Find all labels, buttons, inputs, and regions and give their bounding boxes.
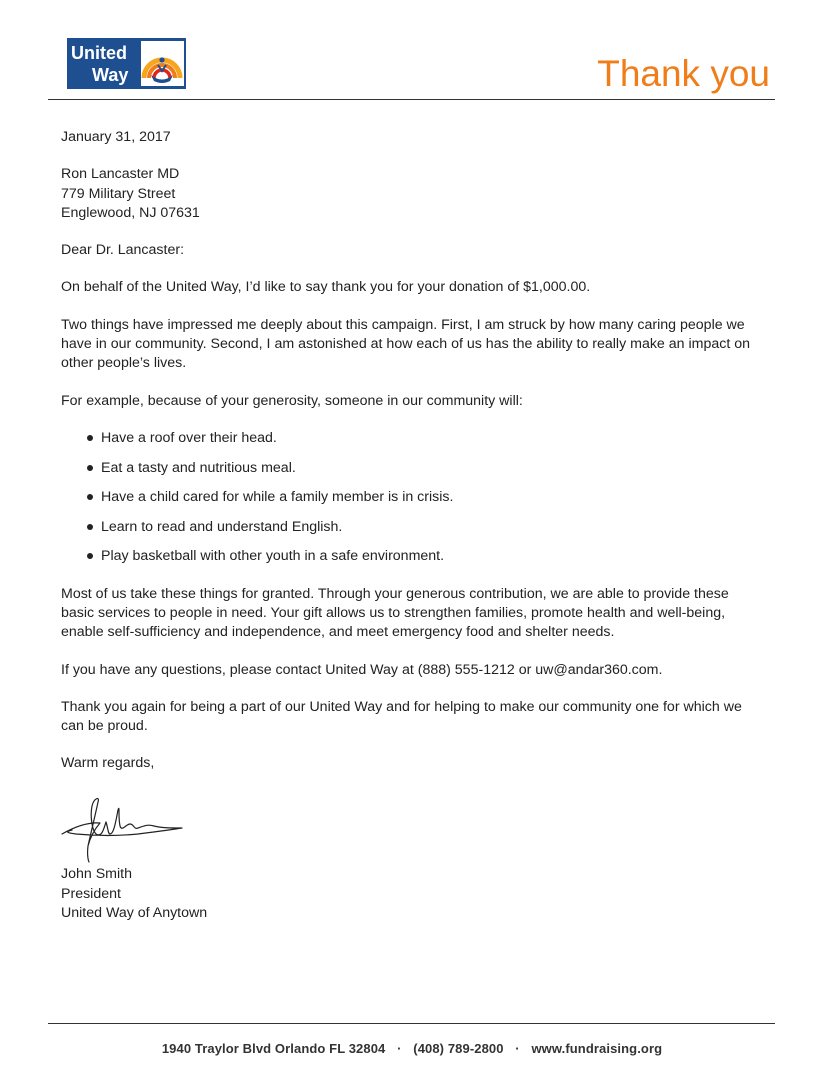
letter-body [61,128,761,792]
bullet-icon [87,435,93,441]
letter-date: January 31, 2017 [61,129,171,145]
list-item-text: Learn to read and understand English. [101,518,343,535]
signer-title: President [61,885,121,902]
list-item-text: Have a roof over their head. [101,429,277,446]
logo-text-line-2: Way [92,65,129,85]
signer-block [61,865,207,924]
paragraph: Two things have impressed me deeply about this campaign. First, I am struck by how many caring people we have in our community. Second, I am astonished at how each of us has the ability to really make an impact on other people’s lives. [61,316,750,372]
impact-list [61,429,761,567]
recipient-street: 779 Military Street [61,185,176,202]
paragraph: On behalf of the United Way, I’d like to say thank you for your donation of $1,000.00. [61,279,591,296]
list-item-text: Play basketball with other youth in a safe environment. [101,548,445,565]
page-title: Thank you [597,53,770,94]
footer-address: 1940 Traylor Blvd Orlando FL 32804 [161,1041,386,1056]
list-item [83,518,761,537]
list-item-text: Have a child cared for while a family member is in crisis. [101,489,454,506]
signer-name: John Smith [61,866,132,882]
list-item [83,488,761,507]
bullet-icon [87,524,93,530]
signature-image [58,790,188,866]
bullet-icon [87,494,93,500]
bullet-icon [87,553,93,559]
list-item [83,459,761,478]
paragraph: Most of us take these things for granted. Through your generous contribution, we are able to provide these basic services to people in need. Your gift allows us to strengthen families, promote health and well-being, enable self-sufficiency and independence, and meet emergency food and shelter needs. [61,585,729,641]
recipient-city: Englewood, NJ 07631 [61,204,200,221]
footer-separator: · [515,1041,520,1056]
footer-phone: (408) 789-2800 [413,1041,504,1056]
salutation: Dear Dr. Lancaster: [61,242,185,259]
paragraph: For example, because of your generosity, someone in our community will: [61,392,523,409]
recipient-name: Ron Lancaster MD [61,166,180,183]
list-item [83,547,761,566]
recipient-address [61,165,761,223]
paragraph: Thank you again for being a part of our United Way and for helping to make our community one for which we can be proud. [61,698,742,735]
list-item-text: Eat a tasty and nutritious meal. [101,459,296,476]
bullet-icon [87,465,93,471]
list-item [83,429,761,448]
logo-text-line-1: United [71,43,127,63]
logo-rainbow-hand-icon [141,41,184,86]
footer-divider [48,1023,775,1024]
header-divider [48,99,775,100]
signer-organization: United Way of Anytown [61,905,208,922]
footer-separator: · [397,1041,402,1056]
contact-paragraph: If you have any questions, please contact United Way at (888) 555-1212 or uw@andar360.com. [61,661,663,678]
footer-website: www.fundraising.org [531,1041,663,1056]
closing: Warm regards, [61,755,155,772]
footer [0,1041,824,1056]
united-way-logo [67,38,186,89]
